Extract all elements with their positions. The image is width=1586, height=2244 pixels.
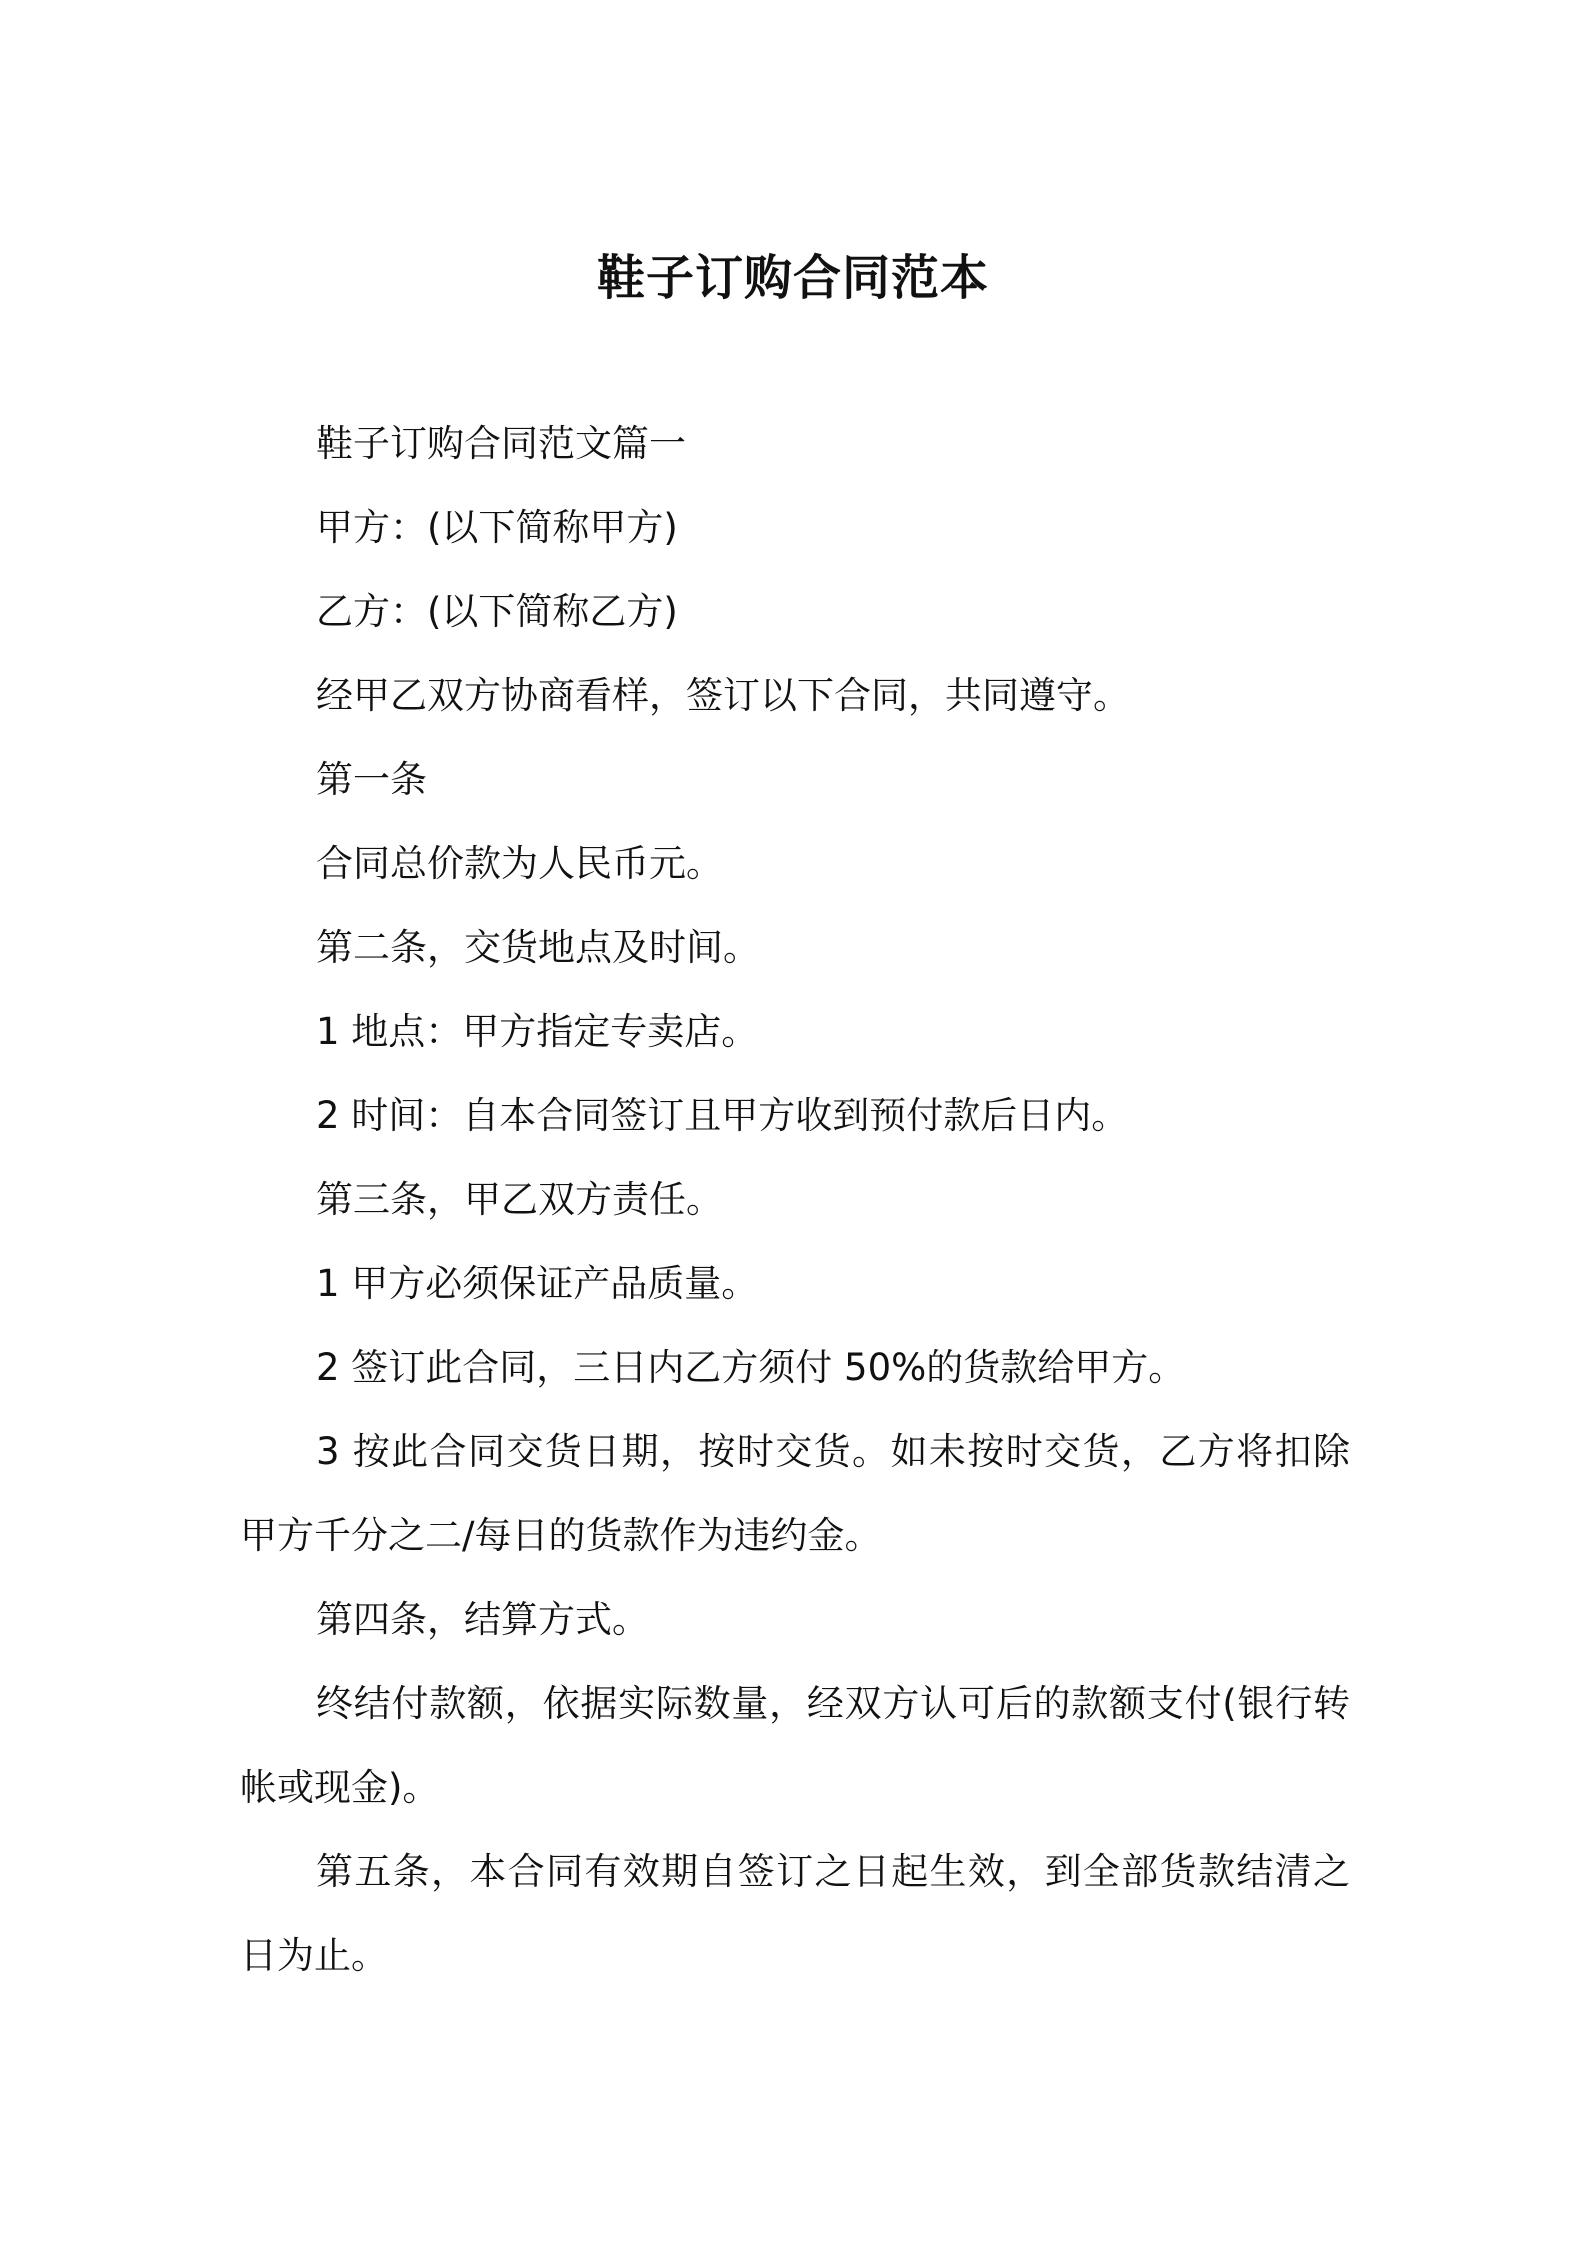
article-5-text: 第五条，本合同有效期自签订之日起生效，到全部货款结清之日为止。 [240,1850,1350,1977]
article-1-text: 合同总价款为人民币元。 [316,842,723,885]
article-3-item-1: 1 甲方必须保证产品质量。 [316,1262,759,1305]
preamble: 经甲乙双方协商看样，签订以下合同，共同遵守。 [316,674,1130,717]
article-2-item-2: 2 时间：自本合同签订且甲方收到预付款后日内。 [316,1094,1129,1137]
article-4-heading: 第四条，结算方式。 [316,1598,649,1641]
article-1-heading: 第一条 [316,758,427,801]
article-2-heading: 第二条，交货地点及时间。 [316,926,760,969]
article-2-item-1: 1 地点：甲方指定专卖店。 [316,1010,759,1053]
article-3-heading: 第三条，甲乙双方责任。 [316,1178,723,1221]
article-4-text: 终结付款额，依据实际数量，经双方认可后的款额支付(银行转帐或现金)。 [240,1682,1350,1809]
party-a-line: 甲方：(以下简称甲方) [316,506,678,549]
article-3-item-2: 2 签订此合同，三日内乙方须付 50%的货款给甲方。 [316,1346,1186,1389]
article-3-item-3: 3 按此合同交货日期，按时交货。如未按时交货，乙方将扣除甲方千分之二/每日的货款作为违约金。 [240,1430,1350,1557]
party-b-line: 乙方：(以下简称乙方) [316,590,678,633]
document-title: 鞋子订购合同范本 [596,250,989,307]
document-body [240,402,1350,1998]
section-heading: 鞋子订购合同范文篇一 [316,422,686,465]
